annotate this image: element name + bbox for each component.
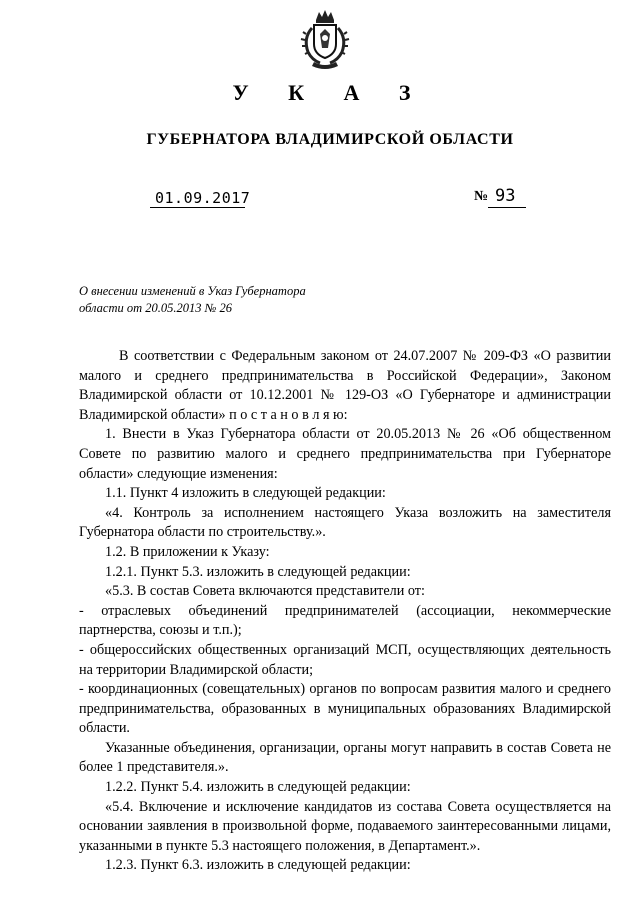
preamble-paragraph: В соответствии с Федеральным законом от 24.07.2007 № 209-ФЗ «О развитии малого и среднего предпринимательства в Российской Федерации», Законом Владимирской области от 10.12.2001 № 129-ОЗ «О Губернаторе и администрации Владимирской области» п о с т а н о в л я ю: [79,348,611,423]
document-subject [79,283,359,317]
list-item-associations: - отраслевых объединений предпринимателей (ассоциации, некоммерческие партнерства, союзы и т.п.); [79,602,611,639]
item-1-paragraph: 1. Внести в Указ Губернатора области от 20.05.2013 № 26 «Об общественном Совете по развитию малого и среднего предпринимательства при Губернаторе области» следующие изменения: [79,426,611,482]
item-4-quote-paragraph: «4. Контроль за исполнением настоящего Указа возложить на заместителя Губернатора области по строительству.». [79,504,611,541]
list-item-coordination-bodies: - координационных (совещательных) органов по вопросам развития малого и среднего предпринимательства, образованных в муниципальных образованиях Владимирской области. [79,681,611,737]
coat-of-arms-icon [300,8,350,70]
document-body [79,347,611,876]
item-1-2-3-paragraph: 1.2.3. Пункт 6.3. изложить в следующей редакции: [105,857,411,874]
document-number: 93 [495,186,516,206]
number-label: № [474,189,489,204]
list-item-organizations: - общероссийских общественных организаций МСП, осуществляющих деятельность на территории Владимирской области; [79,641,611,678]
document-date: 01.09.2017 [155,189,251,207]
representatives-paragraph: Указанные объединения, организации, органы могут направить в состав Совета не более 1 представителя.». [79,739,611,776]
date-underline [150,207,245,208]
item-1-2-1-paragraph: 1.2.1. Пункт 5.3. изложить в следующей редакции: [105,563,411,580]
document-subtitle: ГУБЕРНАТОРА ВЛАДИМИРСКОЙ ОБЛАСТИ [146,131,514,148]
document-title: У К А З [232,80,428,105]
item-5-3-quote-paragraph: «5.3. В состав Совета включаются представители от: [105,583,425,600]
item-5-4-quote-paragraph: «5.4. Включение и исключение кандидатов из состава Совета осуществляется на основании заявления в произвольной форме, подаваемого заинтересованными лицами, указанными в пункте 5.3 настоящего положения, в Департамент.». [79,798,611,854]
item-1-1-paragraph: 1.1. Пункт 4 изложить в следующей редакции: [105,485,386,502]
item-1-2-paragraph: 1.2. В приложении к Указу: [105,543,270,560]
subject-line-1: О внесении изменений в Указ Губернатора [79,284,306,298]
subject-line-2: области от 20.05.2013 № 26 [79,301,233,315]
number-underline [488,207,526,208]
item-1-2-2-paragraph: 1.2.2. Пункт 5.4. изложить в следующей редакции: [105,779,411,796]
